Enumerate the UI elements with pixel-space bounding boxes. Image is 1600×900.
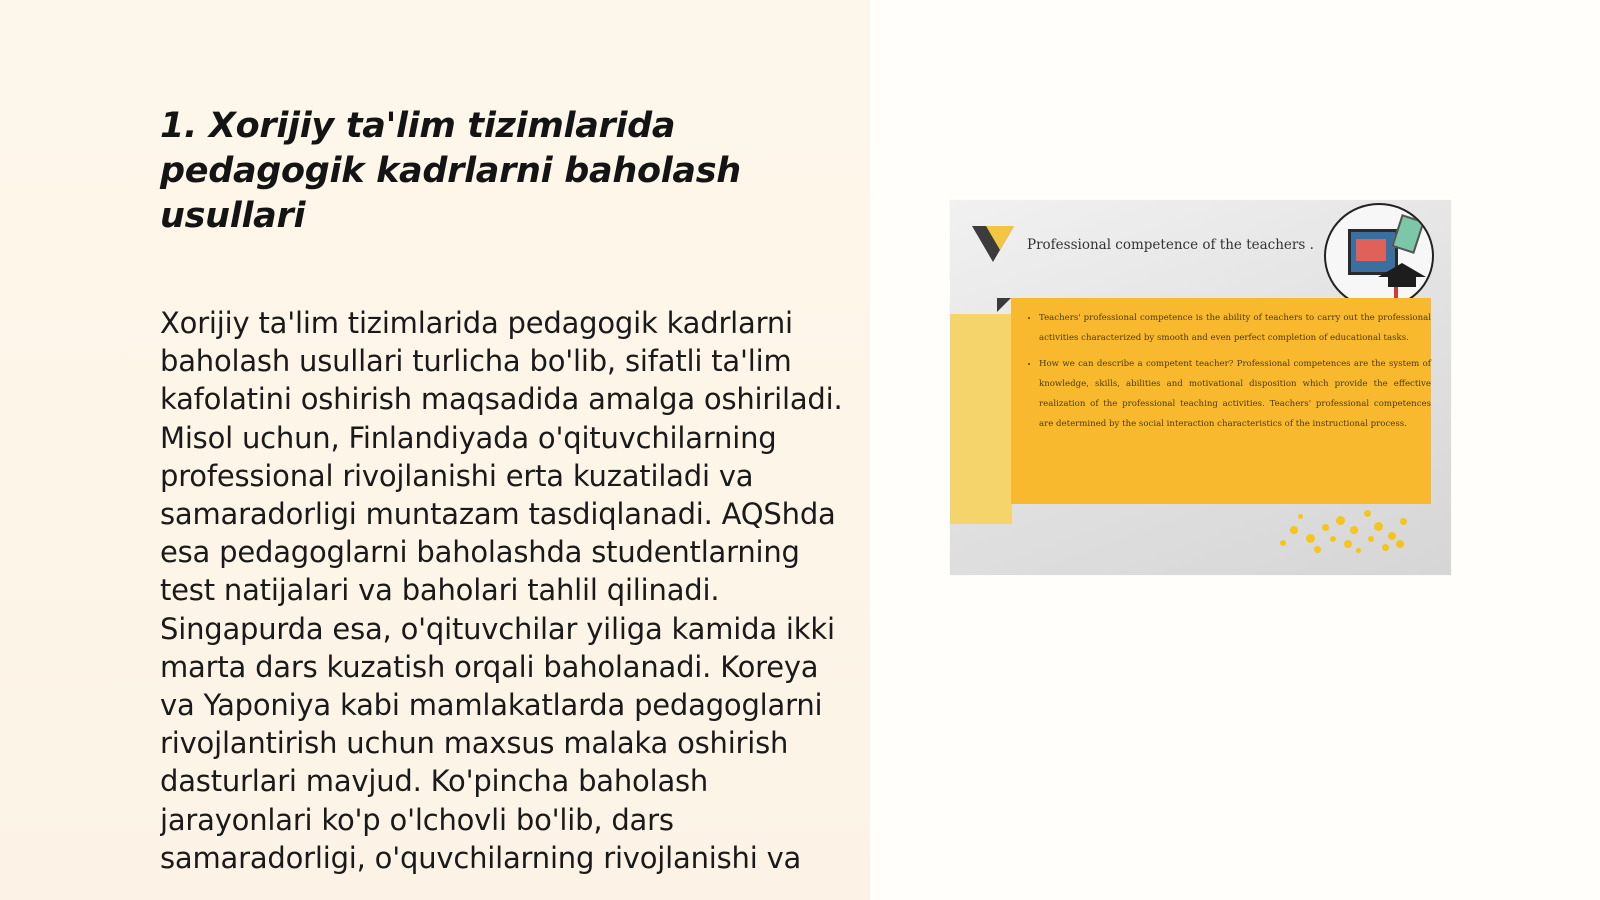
embedded-slide-image [950,200,1451,575]
pale-accent-bar [950,314,1012,524]
figure-bullet-list [1025,308,1431,440]
screen-content-shape [1356,239,1386,261]
figure-bullet: • How we can describe a competent teacher? Professional competences are the system of knowledge, skills, abilities and motivational disposition which provide the effective realization of the professional teaching activities. Teachers' professional competences are determined by the social interaction characteristics of the instructional process. [1039,354,1431,434]
triangle-accent-icon [986,226,1014,250]
phone-icon [1391,214,1424,254]
figure-title: Professional competence of the teachers . [1027,237,1314,253]
graduation-cap-icon [1324,203,1434,309]
cap-base-shape [1388,277,1416,287]
decorative-dots [1270,506,1420,566]
figure-bullet: • Teachers' professional competence is the ability of teachers to carry out the professional activities characterized by smooth and even perfect completion of educational tasks. [1039,308,1431,348]
corner-accent-shape [997,298,1011,312]
cap-top-shape [1378,263,1426,277]
slide-title: 1. Xorijiy ta'lim tizimlarida pedagogik kadrlarni baholash usullari [160,106,741,236]
slide-body-text: Xorijiy ta'lim tizimlarida pedagogik kadrlarni baholash usullari turlicha bo'lib, sifatli ta'lim kafolatini oshirish maqsadida amalga oshiriladi. Misol uchun, Finlandiyada o'qituvchilarning professional rivojlanishi erta kuzatiladi va samaradorligi muntazam tasdiqlanadi. AQShda esa pedagoglarni baholashda studentlarning test natijalari va baholari tahlil qilinadi. Singapurda esa, o'qituvchilar yiliga kamida ikki marta dars kuzatish orqali baholanadi. Koreya va Yaponiya kabi mamlakatlarda pedagoglarni rivojlantirish uchun maxsus malaka oshirish dasturlari mavjud. Ko'pincha baholash jarayonlari ko'p o'lchovli bo'lib, dars samaradorligi, o'quvchilarning rivojlanishi va [160,306,843,875]
